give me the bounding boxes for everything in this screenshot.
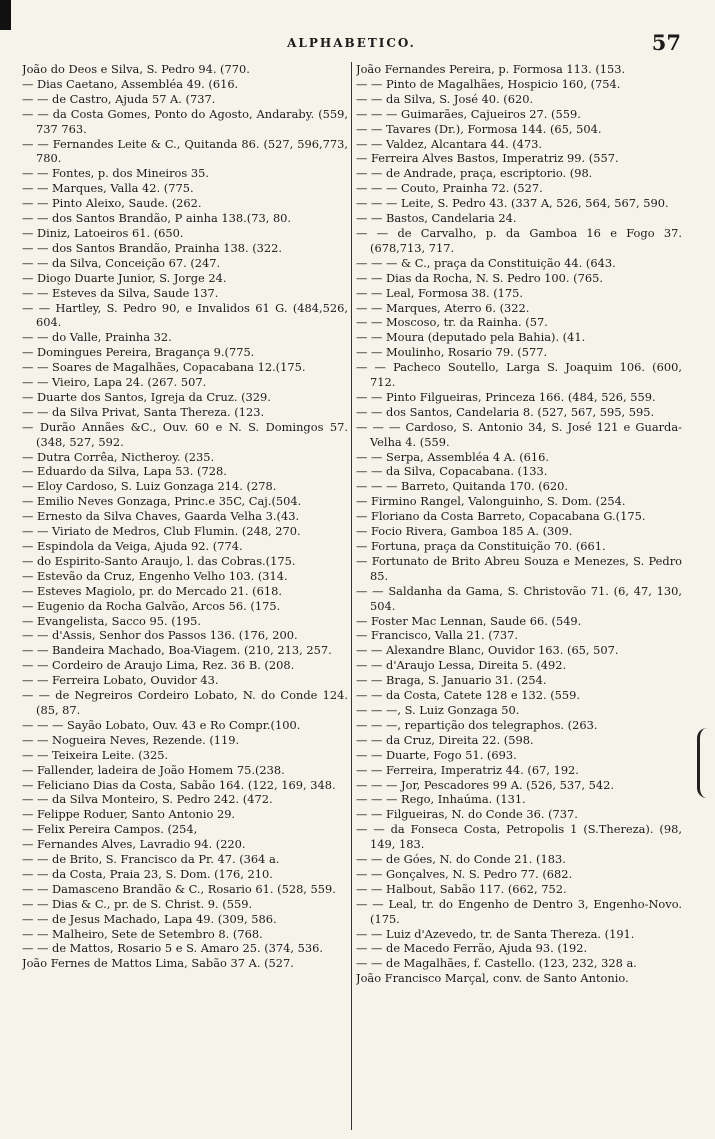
page-edge-mark <box>0 0 11 30</box>
directory-entry: — Diogo Duarte Junior, S. Jorge 24. <box>22 270 227 285</box>
directory-entry: — — — & C., praça da Constituição 44. (643. <box>356 255 616 270</box>
directory-entry: — — —, S. Luiz Gonzaga 50. <box>356 702 520 717</box>
directory-entry: — Focio Rivera, Gamboa 185 A. (309. <box>356 524 573 539</box>
directory-entry: — — Dias da Rocha, N. S. Pedro 100. (765. <box>356 270 603 285</box>
directory-entry: — Eugenio da Rocha Galvão, Arcos 56. (175. <box>22 598 281 613</box>
left-column <box>22 62 348 1134</box>
directory-entry: — Dutra Corrêa, Nictheroy. (235. <box>22 449 215 464</box>
directory-entry: — — da Silva Privat, Santa Thereza. (123. <box>22 404 265 419</box>
directory-entry: — — da Costa Gomes, Ponto do Agosto, Andaraby. (559, 737 763. <box>22 106 348 136</box>
directory-entry: João Fernes de Mattos Lima, Sabão 37 A. (527. <box>22 956 294 971</box>
directory-entry: — — da Silva Monteiro, S. Pedro 242. (472. <box>22 792 273 807</box>
directory-entry: — — Braga, S. Januario 31. (254. <box>356 673 547 688</box>
directory-entry: — — Teixeira Leite. (325. <box>22 747 169 762</box>
directory-entry: — — Dias & C., pr. de S. Christ. 9. (559. <box>22 896 253 911</box>
directory-entry: — — Tavares (Dr.), Formosa 144. (65, 504. <box>356 121 602 136</box>
directory-entry: — — Moura (deputado pela Bahia). (41. <box>356 330 586 345</box>
directory-entry: João Fernandes Pereira, p. Formosa 113. (153. <box>356 62 626 76</box>
directory-entry: — — Filgueiras, N. do Conde 36. (737. <box>356 807 578 822</box>
directory-entry: — — Fernandes Leite & C., Quitanda 86. (527, 596,773, 780. <box>22 136 348 166</box>
directory-entry: — — Cordeiro de Araujo Lima, Rez. 36 B. (208. <box>22 658 295 673</box>
directory-entry: — do Espirito-Santo Araujo, l. das Cobras.(175. <box>22 553 296 568</box>
directory-entry: — — —, repartição dos telegraphos. (263. <box>356 717 598 732</box>
directory-entry: — — Malheiro, Sete de Setembro 8. (768. <box>22 926 263 941</box>
directory-entry: — — Leal, tr. do Engenho de Dentro 3, Engenho-Novo. (175. <box>356 896 682 926</box>
directory-entry: — — — Cardoso, S. Antonio 34, S. José 121 e Guarda-Velha 4. (559. <box>356 419 682 449</box>
directory-entry: — Floriano da Costa Barreto, Copacabana G.(175. <box>356 509 646 524</box>
directory-entry: — — Bastos, Candelaria 24. <box>356 211 517 226</box>
directory-entry: — — d'Assis, Senhor dos Passos 136. (176, 200. <box>22 628 298 643</box>
directory-entry: — — Moscoso, tr. da Rainha. (57. <box>356 315 548 330</box>
directory-entry: — Fortuna, praça da Constituição 70. (661. <box>356 539 606 553</box>
directory-entry: — — — Jor, Pescadores 99 A. (526, 537, 542. <box>356 777 614 792</box>
directory-entry: — — Fontes, p. dos Mineiros 35. <box>22 166 209 181</box>
directory-entry: — Fernandes Alves, Lavradio 94. (220. <box>22 837 246 852</box>
directory-entry: — — Ferreira, Imperatriz 44. (67, 192. <box>356 762 579 777</box>
directory-entry: — — da Cruz, Direita 22. (598. <box>356 732 534 747</box>
directory-entry: — — Saldanha da Gama, S. Christovão 71. (6, 47, 130, 504. <box>356 583 682 613</box>
directory-entry: — — Gonçalves, N. S. Pedro 77. (682. <box>356 866 573 881</box>
directory-entry: — — — Rego, Inhaúma. (131. <box>356 792 526 807</box>
directory-entry: João do Deos e Silva, S. Pedro 94. (770. <box>22 62 250 76</box>
directory-entry: — — Vieiro, Lapa 24. (267. 507. <box>22 375 207 390</box>
directory-entry: — — Serpa, Assembléa 4 A. (616. <box>356 449 550 464</box>
directory-entry: — Evangelista, Sacco 95. (195. <box>22 613 202 628</box>
directory-entry: — — — Sayão Lobato, Ouv. 43 e Ro Compr.(100. <box>22 717 301 732</box>
directory-entry: — — Damasceno Brandão & C., Rosario 61. (528, 559. <box>22 881 336 896</box>
directory-entry: — — Halbout, Sabão 117. (662, 752. <box>356 881 567 896</box>
directory-entry: — — Hartley, S. Pedro 90, e Invalidos 61 G. (484,526, 604. <box>22 300 348 330</box>
directory-entry: — — dos Santos Brandão, Prainha 138. (322. <box>22 240 283 255</box>
directory-entry: — — Luiz d'Azevedo, tr. de Santa Thereza. (191. <box>356 926 635 941</box>
directory-entry: — Esteves Magiolo, pr. do Mercado 21. (618. <box>22 583 282 598</box>
directory-entry: — Foster Mac Lennan, Saude 66. (549. <box>356 613 582 628</box>
directory-entry: — — Leal, Formosa 38. (175. <box>356 285 524 300</box>
directory-entry: — Estevão da Cruz, Engenho Velho 103. (314. <box>22 568 288 583</box>
directory-entry: — — Esteves da Silva, Saude 137. <box>22 285 219 300</box>
directory-entry: — — de Carvalho, p. da Gamboa 16 e Fogo 37. (678,713, 717. <box>356 225 682 255</box>
margin-bracket-mark <box>697 728 709 798</box>
directory-entry: — — Valdez, Alcantara 44. (473. <box>356 136 543 151</box>
directory-entry: — — de Andrade, praça, escriptorio. (98. <box>356 166 593 181</box>
directory-entry: — Firmino Rangel, Valonguinho, S. Dom. (254. <box>356 494 626 509</box>
directory-entry: — — de Magalhães, f. Castello. (123, 232, 328 a. <box>356 956 637 971</box>
directory-entry: — — do Valle, Prainha 32. <box>22 330 172 345</box>
directory-columns <box>22 62 684 1134</box>
directory-entry: — — Alexandre Blanc, Ouvidor 163. (65, 507. <box>356 643 619 658</box>
directory-entry: — — de Negreiros Cordeiro Lobato, N. do Conde 124. (85, 87. <box>22 688 348 717</box>
directory-entry: — Ferreira Alves Bastos, Imperatriz 99. (557. <box>356 151 619 166</box>
directory-entry: — Eduardo da Silva, Lapa 53. (728. <box>22 464 227 479</box>
directory-entry: — Dias Caetano, Assembléa 49. (616. <box>22 76 239 91</box>
directory-entry: — Domingues Pereira, Bragança 9.(775. <box>22 345 255 360</box>
directory-entry: — — Bandeira Machado, Boa-Viagem. (210, 213, 257. <box>22 643 332 658</box>
directory-entry: — Duarte dos Santos, Igreja da Cruz. (329. <box>22 389 271 404</box>
directory-entry: — Francisco, Valla 21. (737. <box>356 628 519 643</box>
directory-entry: — — Nogueira Neves, Rezende. (119. <box>22 732 240 747</box>
directory-entry: — — da Costa, Catete 128 e 132. (559. <box>356 688 581 703</box>
directory-entry: — — Ferreira Lobato, Ouvidor 43. <box>22 673 219 688</box>
page-header <box>22 30 681 54</box>
directory-entry: — — — Guimarães, Cajueiros 27. (559. <box>356 106 581 121</box>
directory-entry: — Eloy Cardoso, S. Luiz Gonzaga 214. (278. <box>22 479 277 494</box>
directory-entry: — — Marques, Aterro 6. (322. <box>356 300 530 315</box>
directory-entry: — — de Macedo Ferrão, Ajuda 93. (192. <box>356 941 588 956</box>
directory-entry: — — Pinto Aleixo, Saude. (262. <box>22 196 202 211</box>
directory-entry: — — da Fonseca Costa, Petropolis 1 (S.Thereza). (98, 149, 183. <box>356 822 682 852</box>
directory-entry: — — — Couto, Prainha 72. (527. <box>356 181 543 196</box>
directory-entry: — — da Silva, S. José 40. (620. <box>356 91 534 106</box>
directory-entry: — — — Barreto, Quitanda 170. (620. <box>356 479 569 494</box>
directory-entry: — — de Góes, N. do Conde 21. (183. <box>356 852 566 867</box>
directory-entry: — Fortunato de Brito Abreu Souza e Menezes, S. Pedro 85. <box>356 553 682 583</box>
directory-entry: — — da Silva, Conceição 67. (247. <box>22 255 221 270</box>
directory-entry: — — Moulinho, Rosario 79. (577. <box>356 345 548 360</box>
directory-entry: — Espindola da Veiga, Ajuda 92. (774. <box>22 539 243 553</box>
directory-entry: — — Duarte, Fogo 51. (693. <box>356 747 517 762</box>
directory-entry: — — de Brito, S. Francisco da Pr. 47. (364 a. <box>22 852 280 867</box>
column-divider <box>351 62 352 1130</box>
directory-entry: — — Soares de Magalhães, Copacabana 12.(175. <box>22 360 306 375</box>
directory-entry: — — — Leite, S. Pedro 43. (337 A, 526, 564, 567, 590. <box>356 196 669 211</box>
directory-entry: João Francisco Marçal, conv. de Santo Antonio. <box>356 971 629 986</box>
directory-entry: — — Pinto de Magalhães, Hospicio 160, (754. <box>356 76 621 91</box>
directory-entry: — Feliciano Dias da Costa, Sabão 164. (122, 169, 348. <box>22 777 336 792</box>
directory-entry: — — de Castro, Ajuda 57 A. (737. <box>22 91 216 106</box>
directory-entry: — — dos Santos, Candelaria 8. (527, 567, 595, 595. <box>356 404 655 419</box>
directory-entry: — Diniz, Latoeiros 61. (650. <box>22 225 184 240</box>
directory-entry: — — Marques, Valla 42. (775. <box>22 181 194 196</box>
directory-entry: — — Pinto Filgueiras, Princeza 166. (484, 526, 559. <box>356 389 656 404</box>
directory-entry: — — Viriato de Medros, Club Flumin. (248, 270. <box>22 524 301 539</box>
running-head: ALPHABETICO. <box>287 36 416 50</box>
right-column <box>356 62 682 1134</box>
directory-entry: — — da Silva, Copacabana. (133. <box>356 464 548 479</box>
directory-entry: — Durão Annães &C., Ouv. 60 e N. S. Domingos 57. (348, 527, 592. <box>22 419 348 449</box>
directory-entry: — — da Costa, Praia 23, S. Dom. (176, 210. <box>22 866 273 881</box>
directory-entry: — Felix Pereira Campos. (254, <box>22 822 198 837</box>
directory-entry: — Ernesto da Silva Chaves, Gaarda Velha 3.(43. <box>22 509 300 524</box>
directory-entry: — — de Mattos, Rosario 5 e S. Amaro 25. (374, 536. <box>22 941 324 956</box>
directory-entry: — — d'Araujo Lessa, Direita 5. (492. <box>356 658 567 673</box>
directory-entry: — Emilio Neves Gonzaga, Princ.e 35C, Caj.(504. <box>22 494 302 509</box>
directory-entry: — — Pacheco Soutello, Larga S. Joaquim 106. (600, 712. <box>356 360 682 390</box>
page-number: 57 <box>651 30 681 55</box>
directory-entry: — Fallender, ladeira de João Homem 75.(238. <box>22 762 285 777</box>
directory-entry: — — dos Santos Brandão, P ainha 138.(73, 80. <box>22 211 292 226</box>
directory-entry: — Felippe Roduer, Santo Antonio 29. <box>22 807 236 822</box>
directory-entry: — — de Jesus Machado, Lapa 49. (309, 586. <box>22 911 277 926</box>
